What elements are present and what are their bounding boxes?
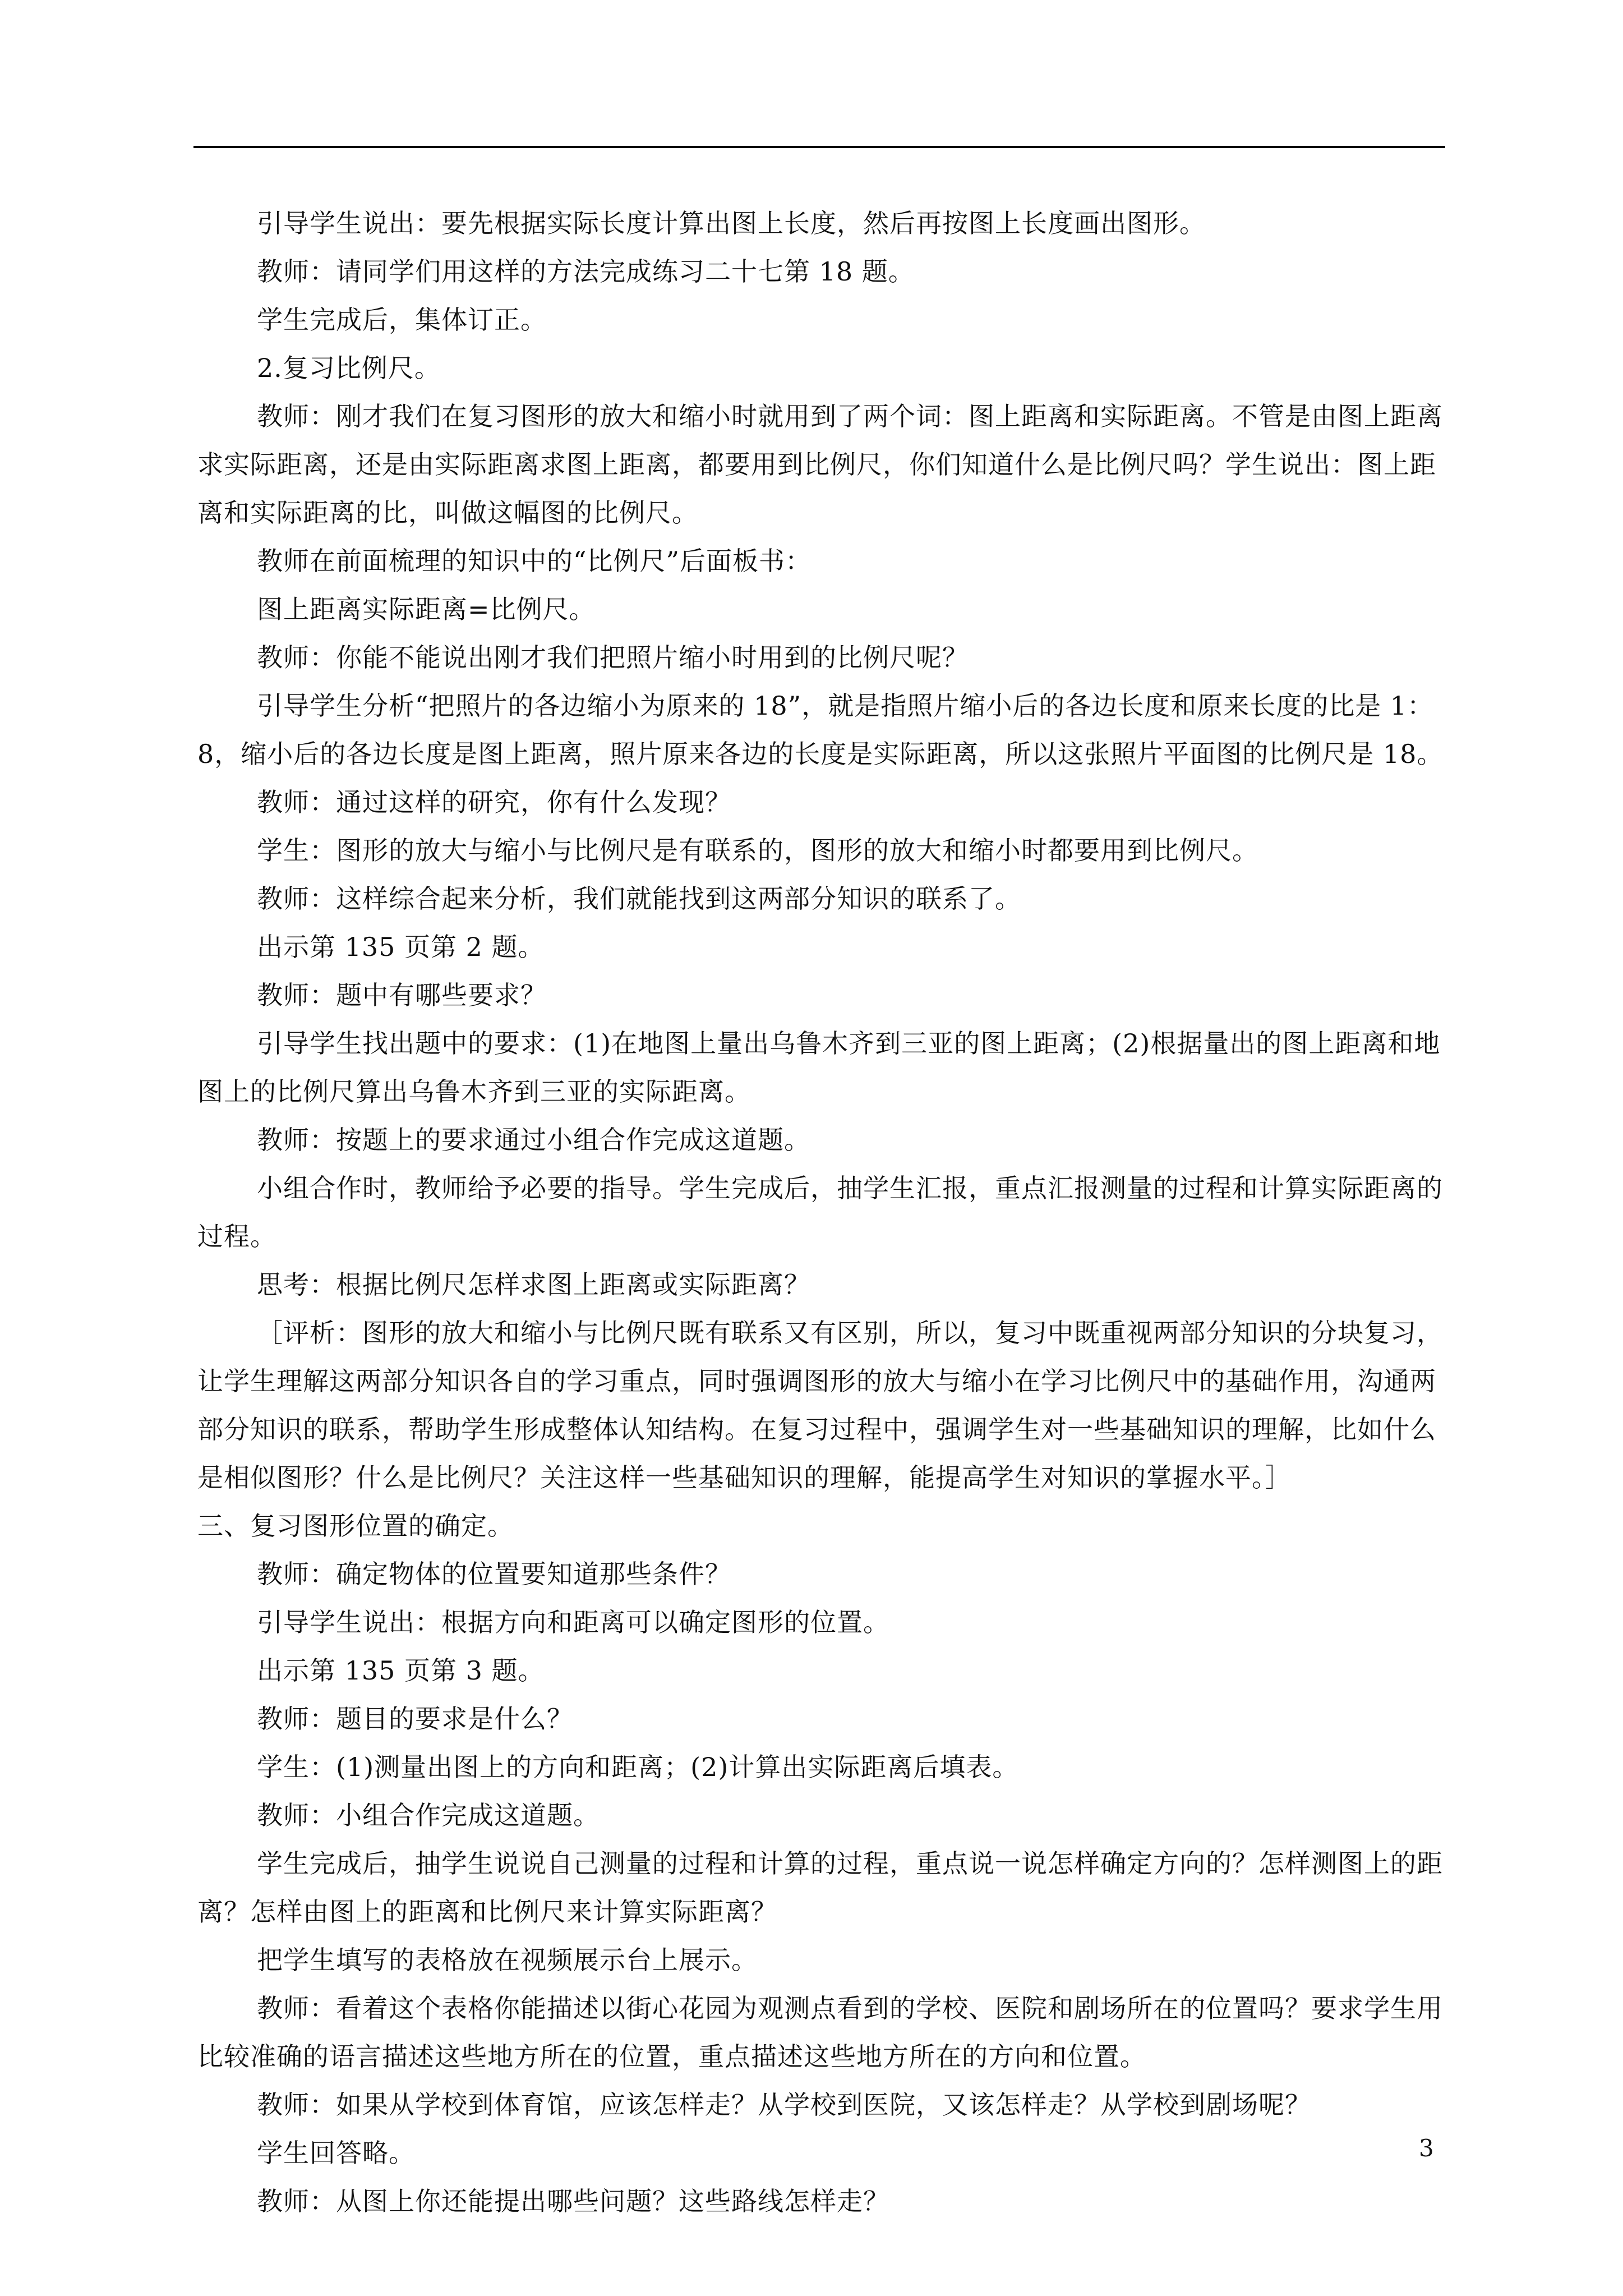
header-rule xyxy=(193,146,1445,148)
paragraph: 图上距离实际距离=比例尺。 xyxy=(257,594,596,624)
paragraph: 教师：如果从学校到体育馆，应该怎样走？从学校到医院，又该怎样走？从学校到剧场呢？ xyxy=(257,2090,1311,2120)
paragraph: 出示第 135 页第 3 题。 xyxy=(257,1655,545,1686)
paragraph: 学生：图形的放大与缩小与比例尺是有联系的，图形的放大和缩小时都要用到比例尺。 xyxy=(257,835,1258,866)
paragraph: 教师：你能不能说出刚才我们把照片缩小时用到的比例尺呢？ xyxy=(257,642,969,673)
paragraph: 2.复习比例尺。 xyxy=(257,353,441,383)
paragraph: 教师：题目的要求是什么？ xyxy=(257,1704,573,1734)
paragraph: 教师：通过这样的研究，你有什么发现？ xyxy=(257,787,731,817)
paragraph: 引导学生找出题中的要求：(1)在地图上量出乌鲁木齐到三亚的图上距离；(2)根据量出的图上距离和地图上的比例尺算出乌鲁木齐到三亚的实际距离。 xyxy=(197,1028,1441,1107)
paragraph: ［评析：图形的放大和缩小与比例尺既有联系又有区别，所以，复习中既重视两部分知识的分块复习，让学生理解这两部分知识各自的学习重点，同时强调图形的放大与缩小在学习比例尺中的基础作用，沟通两部分知识的联系，帮助学生形成整体认知结构。在复习过程中，强调学生对一些基础知识的理解，比如什么是相似图形？什么是比例尺？关注这样一些基础知识的理解，能提高学生对知识的掌握水平。］ xyxy=(197,1318,1443,1493)
paragraph: 三、复习图形位置的确定。 xyxy=(197,1511,514,1541)
paragraph: 出示第 135 页第 2 题。 xyxy=(257,932,545,962)
paragraph: 引导学生说出：要先根据实际长度计算出图上长度，然后再按图上长度画出图形。 xyxy=(257,208,1206,238)
paragraph: 小组合作时，教师给予必要的指导。学生完成后，抽学生汇报，重点汇报测量的过程和计算实际距离的过程。 xyxy=(197,1173,1443,1251)
paragraph: 教师在前面梳理的知识中的“比例尺”后面板书： xyxy=(257,546,812,576)
paragraph: 教师：刚才我们在复习图形的放大和缩小时就用到了两个词：图上距离和实际距离。不管是由图上距离求实际距离，还是由实际距离求图上距离，都要用到比例尺，你们知道什么是比例尺吗？学生说出：图上距离和实际距离的比，叫做这幅图的比例尺。 xyxy=(197,401,1443,528)
paragraph: 引导学生分析“把照片的各边缩小为原来的 18”，就是指照片缩小后的各边长度和原来长度的比是 1：8，缩小后的各边长度是图上距离，照片原来各边的长度是实际距离，所以这张照片平面图的比例尺是 18。 xyxy=(197,691,1444,769)
paragraph: 教师：小组合作完成这道题。 xyxy=(257,1800,600,1830)
paragraph: 教师：从图上你还能提出哪些问题？这些路线怎样走？ xyxy=(257,2186,889,2216)
document-body xyxy=(197,199,1446,2225)
paragraph: 思考：根据比例尺怎样求图上距离或实际距离？ xyxy=(257,1269,810,1300)
paragraph: 学生回答略。 xyxy=(257,2138,415,2168)
paragraph: 把学生填写的表格放在视频展示台上展示。 xyxy=(257,1945,758,1975)
paragraph: 学生完成后，抽学生说说自己测量的过程和计算的过程，重点说一说怎样确定方向的？怎样测图上的距离？怎样由图上的距离和比例尺来计算实际距离？ xyxy=(197,1848,1443,1927)
paragraph: 教师：看着这个表格你能描述以街心花园为观测点看到的学校、医院和剧场所在的位置吗？要求学生用比较准确的语言描述这些地方所在的位置，重点描述这些地方所在的方向和位置。 xyxy=(197,1993,1443,2072)
paragraph: 教师：请同学们用这样的方法完成练习二十七第 18 题。 xyxy=(257,256,915,287)
paragraph: 学生：(1)测量出图上的方向和距离；(2)计算出实际距离后填表。 xyxy=(257,1752,1019,1782)
paragraph: 教师：这样综合起来分析，我们就能找到这两部分知识的联系了。 xyxy=(257,884,1021,914)
page-number: 3 xyxy=(1419,2134,1434,2162)
paragraph: 学生完成后，集体订正。 xyxy=(257,305,547,335)
paragraph: 引导学生说出：根据方向和距离可以确定图形的位置。 xyxy=(257,1607,889,1637)
paragraph: 教师：按题上的要求通过小组合作完成这道题。 xyxy=(257,1125,810,1155)
paragraph: 教师：确定物体的位置要知道那些条件？ xyxy=(257,1559,731,1589)
paragraph: 教师：题中有哪些要求？ xyxy=(257,980,547,1010)
